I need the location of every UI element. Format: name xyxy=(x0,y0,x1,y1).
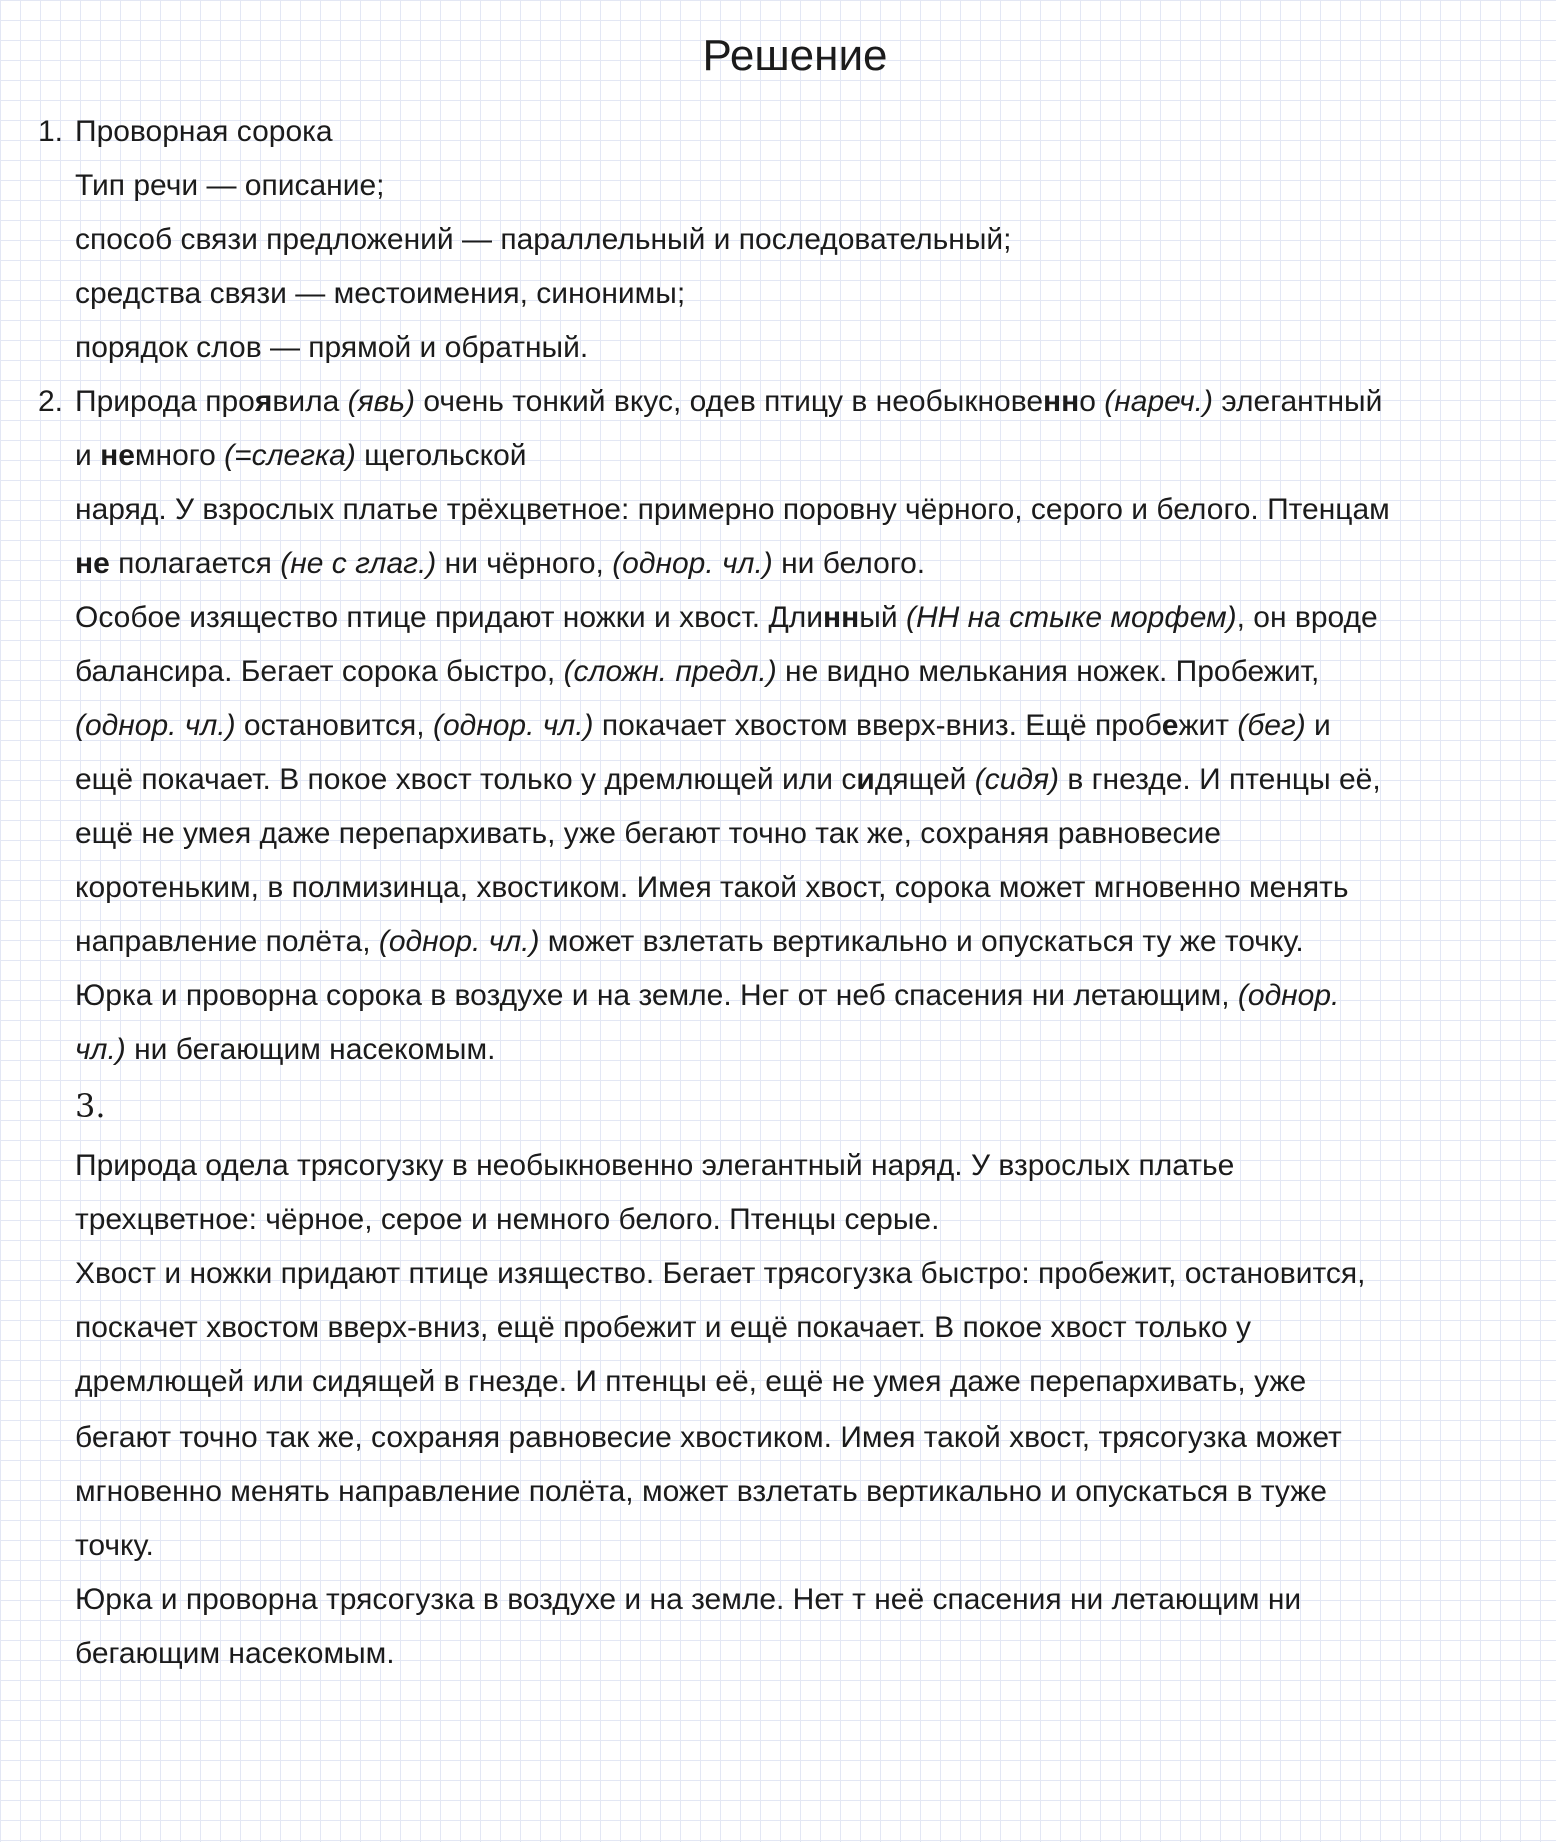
highlighted-letter: я xyxy=(254,385,273,418)
grammar-note: (сидя) xyxy=(974,763,1059,796)
section-3-line: точку. xyxy=(75,1529,154,1562)
section-2-line xyxy=(75,976,1339,1016)
highlighted-letter: нн xyxy=(1043,385,1080,418)
highlighted-letter: не xyxy=(100,439,135,472)
text: очень тонкий вкус, одев птицу в необыкнове xyxy=(415,385,1043,418)
section-3-line: Хвост и ножки придают птице изящество. Бегает трясогузка быстро: пробежит, остановится, xyxy=(75,1257,1366,1290)
grammar-note: чл.) xyxy=(75,1033,126,1066)
text: Особое изящество птице придают ножки и хвост. Дли xyxy=(75,601,824,634)
section-2-line: наряд. У взрослых платье трёхцветное: примерно поровну чёрного, серого и белого. Птенцам xyxy=(75,493,1390,526)
text: , он вроде xyxy=(1236,601,1378,634)
text: жит xyxy=(1178,709,1238,742)
text: о xyxy=(1079,385,1105,418)
section-2-line xyxy=(75,706,1331,746)
grammar-note: (=слегка) xyxy=(224,439,356,472)
grammar-note: (НН на стыке морфем) xyxy=(905,601,1237,634)
text: ый xyxy=(859,601,906,634)
section-3-line: Юрка и проворна трясогузка в воздухе и на земле. Нет т неё спасения ни летающим ни xyxy=(75,1583,1302,1616)
highlighted-letter: не xyxy=(75,547,110,580)
section-1-number: 1. xyxy=(38,115,64,148)
text: может взлетать вертикально и опускаться ту же точку. xyxy=(539,925,1304,958)
section-2-line xyxy=(75,652,1319,692)
text: вила xyxy=(272,385,348,418)
section-3-line: поскачет хвостом вверх-вниз, ещё пробежит и ещё покачает. В покое хвост только у xyxy=(75,1311,1251,1344)
text: ещё покачает. В покое хвост только у дремлющей или с xyxy=(75,763,857,796)
page-title: Решение xyxy=(702,31,888,80)
section-1-heading: Проворная сорока xyxy=(75,115,333,148)
grammar-note: (однор. xyxy=(1237,979,1340,1012)
grammar-note: (однор. чл.) xyxy=(612,547,773,580)
section-2-line: ещё не умея даже перепархивать, уже бегают точно так же, сохраняя равновесие xyxy=(75,817,1221,850)
text: направление полёта, xyxy=(75,925,379,958)
text: и xyxy=(75,439,101,472)
grammar-note: (нареч.) xyxy=(1104,385,1214,418)
text: Юрка и проворна сорока в воздухе и на земле. Нег от неб спасения ни летающим, xyxy=(75,979,1238,1012)
section-2-line xyxy=(75,598,1378,638)
text: дящей xyxy=(874,763,975,796)
section-2-line xyxy=(75,436,527,476)
text: не видно мелькания ножек. Пробежит, xyxy=(776,655,1320,688)
section-3-number: 3. xyxy=(75,1087,106,1125)
section-3-line: бегают точно так же, сохраняя равновесие хвостиком. Имея такой хвост, трясогузка может xyxy=(75,1421,1342,1454)
section-2-line xyxy=(75,922,1304,962)
highlighted-letter: е xyxy=(1161,709,1179,742)
section-3-line: трехцветное: чёрное, серое и немного белого. Птенцы серые. xyxy=(75,1203,940,1236)
section-2-line xyxy=(75,760,1381,800)
text: в гнезде. И птенцы её, xyxy=(1059,763,1381,796)
text: покачает хвостом вверх-вниз. Ещё проб xyxy=(593,709,1162,742)
text: щегольской xyxy=(355,439,527,472)
section-1-line: способ связи предложений — параллельный и последовательный; xyxy=(75,223,1012,256)
grammar-note: (однор. чл.) xyxy=(378,925,540,958)
text: и xyxy=(1305,709,1331,742)
grammar-note: (сложн. предл.) xyxy=(563,655,777,688)
text: полагается xyxy=(109,547,281,580)
text: Природа про xyxy=(75,385,255,418)
grammar-note: (однор. чл.) xyxy=(432,709,594,742)
text: остановится, xyxy=(235,709,433,742)
text: элегантный xyxy=(1213,385,1383,418)
highlighted-letter: нн xyxy=(823,601,860,634)
section-2-line xyxy=(75,1030,495,1070)
section-1-line: порядок слов — прямой и обратный. xyxy=(75,331,589,364)
section-1-line: Тип речи — описание; xyxy=(75,169,385,202)
text: балансира. Бегает сорока быстро, xyxy=(75,655,564,688)
section-3-line: Природа одела трясогузку в необыкновенно элегантный наряд. У взрослых платье xyxy=(75,1149,1235,1182)
section-3-line: бегающим насекомым. xyxy=(75,1637,395,1670)
section-2-number: 2. xyxy=(38,385,64,418)
grammar-note: (однор. чл.) xyxy=(75,709,236,742)
grammar-note: (не с глаг.) xyxy=(280,547,437,580)
grammar-note: (бег) xyxy=(1237,709,1306,742)
text: ни белого. xyxy=(772,547,926,580)
section-1-line: средства связи — местоимения, синонимы; xyxy=(75,277,686,310)
section-2-line xyxy=(75,382,1382,422)
text: много xyxy=(134,439,225,472)
section-2-line xyxy=(75,544,925,584)
section-3-line: дремлющей или сидящей в гнезде. И птенцы её, ещё не умея даже перепархивать, уже xyxy=(75,1365,1307,1398)
highlighted-letter: и xyxy=(856,763,875,796)
text: ни бегающим насекомым. xyxy=(125,1033,496,1066)
grammar-note: (явь) xyxy=(347,385,416,418)
text: ни чёрного, xyxy=(436,547,613,580)
section-2-line: коротеньким, в полмизинца, хвостиком. Имея такой хвост, сорока может мгновенно менять xyxy=(75,871,1349,904)
section-3-line: мгновенно менять направление полёта, может взлетать вертикально и опускаться в туже xyxy=(75,1475,1327,1508)
